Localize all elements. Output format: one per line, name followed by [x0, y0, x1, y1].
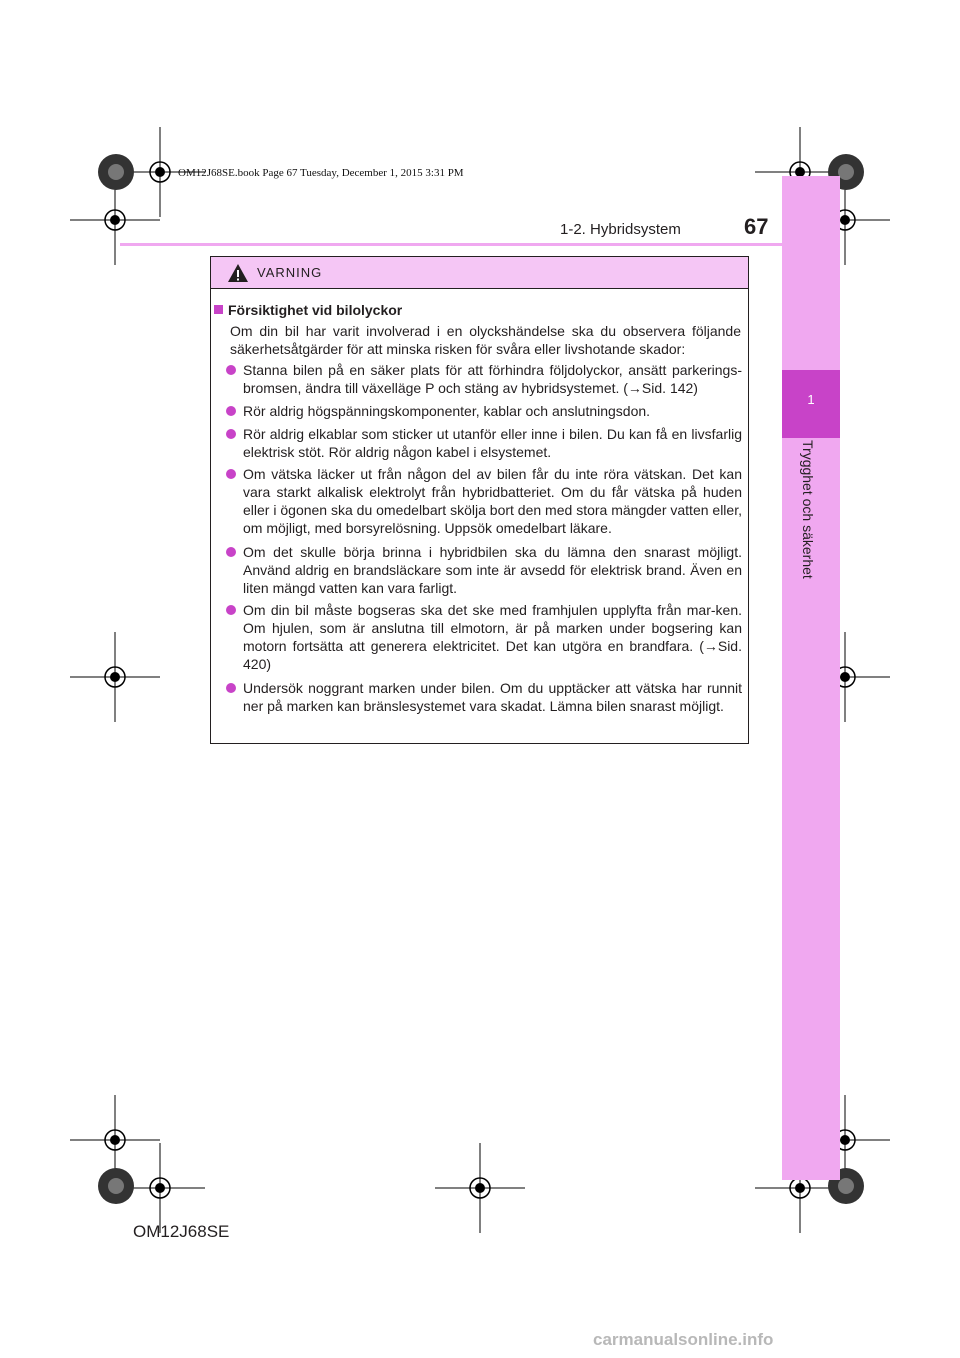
- bullet-icon: [226, 406, 236, 416]
- list-item-text: Om det skulle börja brinna i hybridbilen ska du lämna den snarast möjligt. Använd aldrig en brandsläckare som inte är avsedd för elektrisk brand. Även en liten mängd vatten kan vara farligt.: [243, 544, 742, 596]
- print-header: OM12J68SE.book Page 67 Tuesday, December 1, 2015 3:31 PM: [178, 167, 464, 179]
- list-item: [226, 361, 742, 397]
- warning-section-title-text: Försiktighet vid bilolyckor: [228, 302, 403, 318]
- bullet-icon: [226, 605, 236, 615]
- list-item: [226, 465, 742, 537]
- starburst-mark-bottom-left: [96, 1166, 136, 1206]
- list-item-text: Rör aldrig elkablar som sticker ut utanför eller inne i bilen. Du kan få en livsfarlig elektrisk stöt. Rör aldrig någon kabel i elsystemet.: [243, 426, 742, 460]
- crosshair-mark-mid-left: [70, 632, 160, 722]
- list-item: [226, 543, 742, 597]
- bullet-icon: [226, 365, 236, 375]
- list-item-text: Rör aldrig högspänningskomponenter, kablar och anslutningsdon.: [243, 403, 651, 419]
- list-item: [226, 425, 742, 461]
- header-rule: [120, 243, 840, 246]
- document-code: OM12J68SE: [133, 1222, 230, 1241]
- list-item: [226, 679, 742, 715]
- watermark: carmanualsonline.info: [593, 1330, 774, 1349]
- warning-header: [211, 257, 748, 289]
- square-bullet-icon: [214, 305, 223, 314]
- warning-label: VARNING: [257, 265, 323, 280]
- bullet-icon: [226, 469, 236, 479]
- warning-intro: Om din bil har varit involverad i en olyckshändelse ska du observera följande säkerhetsåtgärder för att minska risken för svåra eller livshotande skador:: [230, 323, 741, 357]
- list-item: [226, 402, 742, 420]
- list-item: [226, 601, 742, 673]
- list-item-text: Om vätska läcker ut från någon del av bilen får du inte röra vätskan. Det kan vara starkt alkalisk elektrolyt från hybridbatteriet. Om du får vätska på huden eller i ögonen ska du omedelbart skölja bort den med stora mängder vatten eller, om möjligt, med borsyrelösning. Uppsök omedelbart läkare.: [243, 466, 742, 536]
- bullet-icon: [226, 547, 236, 557]
- list-item-text: Om din bil måste bogseras ska det ske med framhjulen upplyfta från mar-ken. Om hjulen, som är anslutna till elmotorn, är på marken under bogsering kan motorn fortsätta att generera elektricitet. Det kan utgöra en brandfara. (→Sid. 420): [243, 602, 742, 672]
- list-item-text: Stanna bilen på en säker plats för att förhindra följdolyckor, ansätt parkerings-bromsen, ändra till växelläge P och stäng av hybridsystemet. (→Sid. 142): [243, 362, 742, 396]
- bullet-icon: [226, 683, 236, 693]
- chapter-title: Trygghet och säkerhet: [800, 440, 816, 579]
- list-item-text: Undersök noggrant marken under bilen. Om du upptäcker att vätska har runnit ner på marken kan bränslesystemet vara skadat. Lämna bilen snarast möjligt.: [243, 680, 742, 714]
- crosshair-mark-bottom-center: [435, 1143, 525, 1233]
- warning-box: [210, 256, 749, 744]
- page-number: 67: [744, 214, 769, 239]
- section-title: 1-2. Hybridsystem: [560, 221, 681, 238]
- chapter-side-tab: [782, 176, 840, 1180]
- bullet-icon: [226, 429, 236, 439]
- warning-triangle-icon: [227, 263, 249, 283]
- warning-section-title: [214, 302, 402, 318]
- starburst-mark-top-left: [96, 152, 136, 192]
- chapter-number: 1: [807, 392, 815, 407]
